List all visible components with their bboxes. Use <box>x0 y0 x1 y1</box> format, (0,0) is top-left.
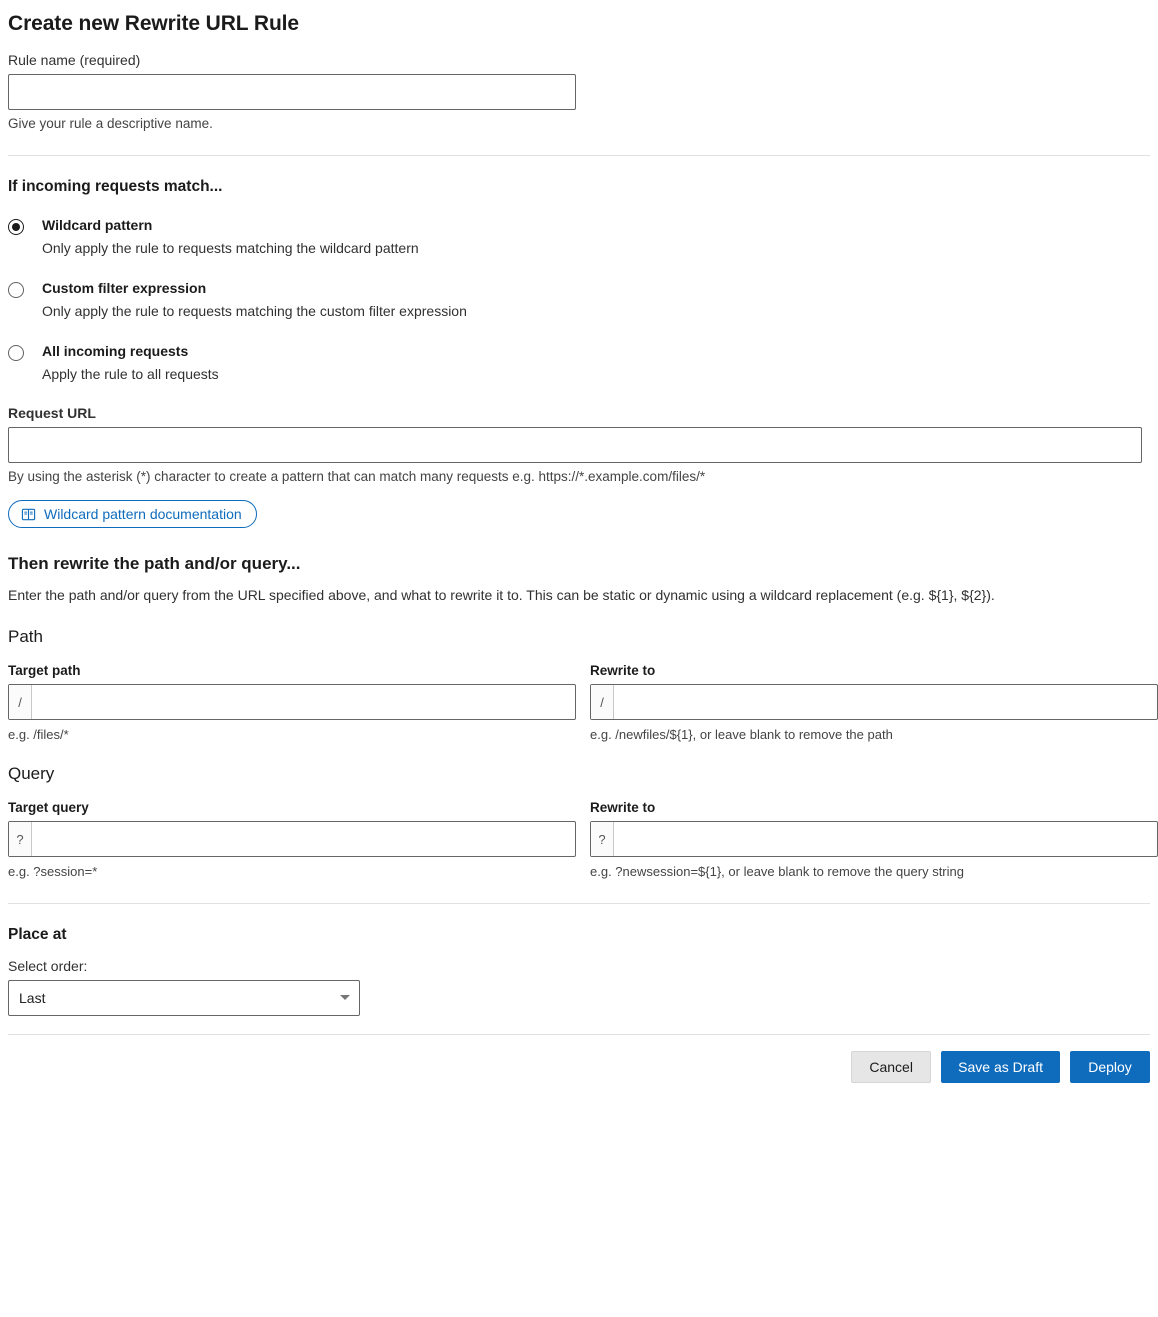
target-path-input[interactable] <box>32 685 575 719</box>
rule-name-input[interactable] <box>8 74 576 110</box>
query-group-title: Query <box>8 764 55 783</box>
radio-wildcard-pattern-mark[interactable] <box>8 219 24 235</box>
path-rewrite-to-label: Rewrite to <box>590 663 656 678</box>
query-rewrite-to-hint: e.g. ?newsession=${1}, or leave blank to remove the query string <box>590 864 964 879</box>
target-path-label: Target path <box>8 663 81 678</box>
cancel-button[interactable]: Cancel <box>851 1051 931 1083</box>
radio-wildcard-pattern-desc: Only apply the rule to requests matching the wildcard pattern <box>42 240 419 256</box>
radio-all-incoming-requests-mark[interactable] <box>8 345 24 361</box>
query-rewrite-to-field[interactable] <box>590 821 1158 857</box>
deploy-button[interactable]: Deploy <box>1070 1051 1150 1083</box>
rule-name-help: Give your rule a descriptive name. <box>8 116 213 131</box>
query-rewrite-to-prefix: ? <box>591 822 614 856</box>
radio-custom-filter-expression-desc: Only apply the rule to requests matching the custom filter expression <box>42 303 467 319</box>
path-rewrite-to-field[interactable] <box>590 684 1158 720</box>
page-title: Create new Rewrite URL Rule <box>8 12 299 35</box>
target-query-col <box>8 786 576 879</box>
wildcard-pattern-documentation-label: Wildcard pattern documentation <box>44 506 242 522</box>
match-radio-group <box>8 216 1150 383</box>
place-at-heading: Place at <box>8 926 67 943</box>
select-order-dropdown[interactable] <box>8 980 360 1016</box>
path-rewrite-to-input[interactable] <box>614 685 1157 719</box>
radio-all-incoming-requests-desc: Apply the rule to all requests <box>42 366 219 382</box>
radio-option-all-incoming-requests[interactable] <box>8 342 1150 383</box>
query-rewrite-to-col <box>590 786 1158 879</box>
select-order-value: Last <box>19 990 46 1006</box>
target-query-field[interactable] <box>8 821 576 857</box>
target-path-prefix: / <box>9 685 32 719</box>
rule-name-label: Rule name (required) <box>8 52 141 68</box>
request-url-input[interactable] <box>8 427 1142 463</box>
radio-option-custom-filter-expression[interactable] <box>8 279 1150 320</box>
target-query-label: Target query <box>8 800 89 815</box>
target-path-col <box>8 649 576 742</box>
radio-wildcard-pattern-title: Wildcard pattern <box>42 217 153 233</box>
query-rewrite-to-input[interactable] <box>614 822 1157 856</box>
wildcard-pattern-documentation-link[interactable] <box>8 500 257 528</box>
path-rewrite-to-hint: e.g. /newfiles/${1}, or leave blank to remove the path <box>590 727 893 742</box>
request-url-label: Request URL <box>8 405 96 421</box>
radio-all-incoming-requests-title: All incoming requests <box>42 343 189 359</box>
select-order-wrap <box>8 980 360 1016</box>
path-rewrite-to-prefix: / <box>591 685 614 719</box>
radio-custom-filter-expression-title: Custom filter expression <box>42 280 207 296</box>
divider-place-at <box>8 903 1150 904</box>
path-row <box>8 649 1150 742</box>
divider-top <box>8 155 1150 156</box>
radio-custom-filter-expression-mark[interactable] <box>8 282 24 298</box>
rewrite-section-description: Enter the path and/or query from the URL specified above, and what to rewrite it to. This can be static or dynamic using a wildcard replacement (e.g. ${1}, ${2}). <box>8 587 995 603</box>
query-rewrite-to-label: Rewrite to <box>590 800 656 815</box>
select-order-label: Select order: <box>8 958 88 974</box>
radio-option-wildcard-pattern[interactable] <box>8 216 1150 257</box>
rewrite-section-heading: Then rewrite the path and/or query... <box>8 554 301 573</box>
save-as-draft-button[interactable]: Save as Draft <box>941 1051 1060 1083</box>
match-section-heading: If incoming requests match... <box>8 178 223 195</box>
query-row <box>8 786 1150 879</box>
target-query-hint: e.g. ?session=* <box>8 864 98 879</box>
request-url-help: By using the asterisk (*) character to create a pattern that can match many requests e.g. https://*.example.com/files/* <box>8 469 706 484</box>
book-icon <box>21 507 36 522</box>
path-group-title: Path <box>8 627 43 646</box>
target-query-input[interactable] <box>32 822 575 856</box>
rewrite-url-rule-form <box>0 12 1158 1101</box>
form-footer <box>8 1034 1150 1101</box>
target-path-hint: e.g. /files/* <box>8 727 69 742</box>
target-path-field[interactable] <box>8 684 576 720</box>
target-query-prefix: ? <box>9 822 32 856</box>
path-rewrite-to-col <box>590 649 1158 742</box>
